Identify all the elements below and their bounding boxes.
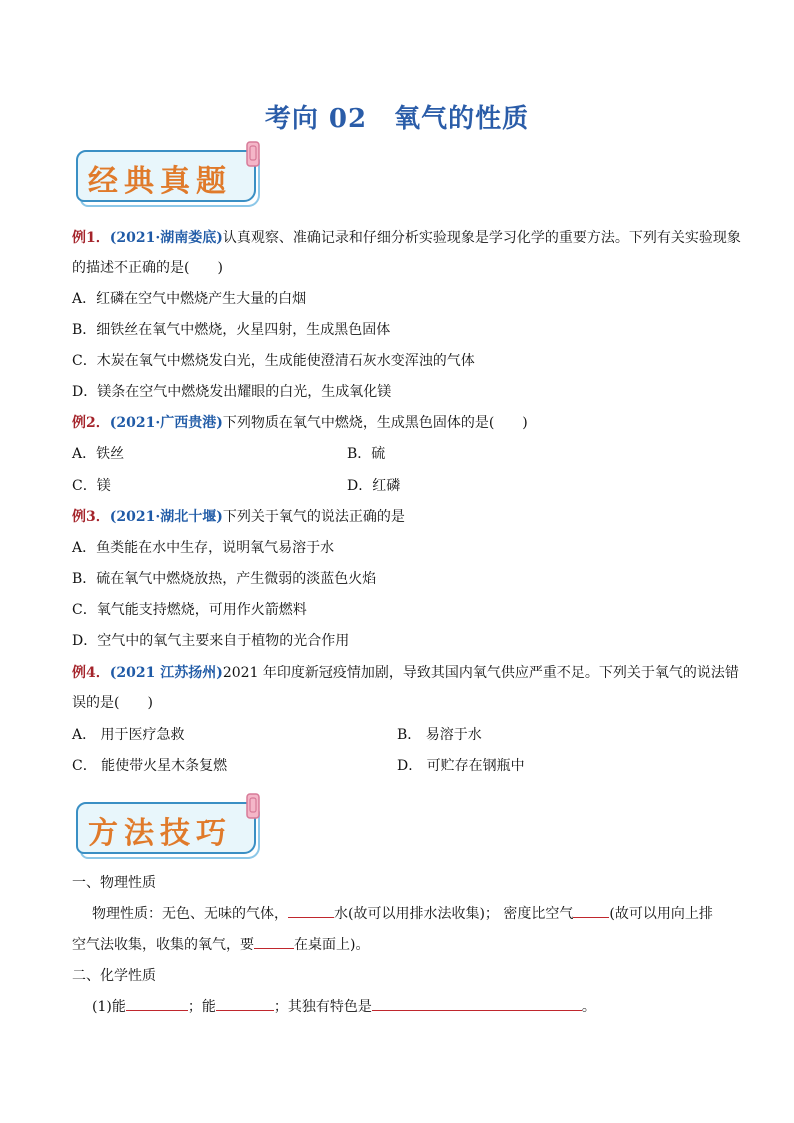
example-4-option-b: B． 易溶于水: [397, 727, 482, 743]
fill-blank[interactable]: [288, 917, 334, 918]
example-2-source: (2021·广西贵港): [109, 415, 223, 431]
example-2-option-a: A．铁丝: [72, 446, 125, 462]
fill-blank[interactable]: [254, 948, 294, 949]
example-4-label: 例4．: [72, 665, 110, 681]
example-2-stem: 例2．(2021·广西贵港)下列物质在氧气中燃烧，生成黑色固体的是( ): [72, 415, 528, 431]
example-4-option-d: D． 可贮存在钢瓶中: [397, 758, 525, 774]
example-3-label: 例3．: [72, 509, 110, 525]
paper-clip-icon: [244, 792, 262, 820]
example-2-option-b: B．硫: [347, 446, 386, 462]
example-3-option-b: B．硫在氧气中燃烧放热，产生微弱的淡蓝色火焰: [72, 571, 377, 587]
banner-classic-questions: [76, 150, 254, 200]
example-1-option-b: B．细铁丝在氧气中燃烧，火星四射，生成黑色固体: [72, 322, 391, 338]
example-1-stem: 例1．(2021·湖南娄底)认真观察、准确记录和仔细分析实验现象是学习化学的重要方法。下列有关实验现象: [72, 230, 741, 246]
fill-blank[interactable]: [372, 1010, 582, 1011]
example-4-source: (2021 江苏扬州): [109, 665, 223, 681]
page-title: 考向 02 氧气的性质: [264, 104, 530, 134]
example-1-source: (2021·湖南娄底): [109, 230, 223, 246]
example-4-stem: 例4．(2021 江苏扬州)2021 年印度新冠疫情加剧，导致其国内氧气供应严重不足。下列关于氧气的说法错: [72, 665, 739, 681]
example-4-stem-cont: 误的是( ): [72, 695, 153, 711]
physical-properties-line-2: 空气法收集，收集的氧气，要 在桌面上)。: [72, 937, 370, 953]
example-1-label: 例1．: [72, 230, 110, 246]
fill-blank[interactable]: [126, 1010, 188, 1011]
example-3-stem: 例3．(2021·湖北十堰)下列关于氧气的说法正确的是: [72, 509, 405, 525]
physical-properties-line-1: 物理性质：无色、无味的气体， 水(故可以用排水法收集)； 密度比空气 (故可以用向上排: [92, 906, 713, 922]
example-2-option-c: C．镁: [72, 478, 111, 494]
chemical-properties-line-1: (1)能 ；能 ；其独有特色是 。: [92, 999, 596, 1015]
example-1-option-d: D．镁条在空气中燃烧发出耀眼的白光，生成氧化镁: [72, 384, 392, 400]
banner-method-tips: [76, 802, 254, 852]
section-physical-heading: 一、物理性质: [72, 875, 156, 891]
banner-method-label: 方法技巧: [88, 816, 232, 851]
paper-clip-icon: [244, 140, 262, 168]
section-chemical-heading: 二、化学性质: [72, 968, 156, 984]
fill-blank[interactable]: [573, 917, 609, 918]
example-4-option-a: A． 用于医疗急救: [72, 727, 185, 743]
example-3-option-a: A．鱼类能在水中生存，说明氧气易溶于水: [72, 540, 335, 556]
example-2-option-d: D．红磷: [347, 478, 401, 494]
example-3-option-d: D．空气中的氧气主要来自于植物的光合作用: [72, 633, 350, 649]
example-2-label: 例2．: [72, 415, 110, 431]
fill-blank[interactable]: [216, 1010, 274, 1011]
example-1-option-c: C．木炭在氧气中燃烧发白光，生成能使澄清石灰水变浑浊的气体: [72, 353, 475, 369]
example-1-option-a: A．红磷在空气中燃烧产生大量的白烟: [72, 291, 307, 307]
example-3-source: (2021·湖北十堰): [109, 509, 223, 525]
example-1-stem-cont: 的描述不正确的是( ): [72, 260, 223, 276]
example-3-option-c: C．氧气能支持燃烧，可用作火箭燃料: [72, 602, 307, 618]
banner-classic-label: 经典真题: [88, 164, 232, 199]
example-4-option-c: C． 能使带火星木条复燃: [72, 758, 228, 774]
